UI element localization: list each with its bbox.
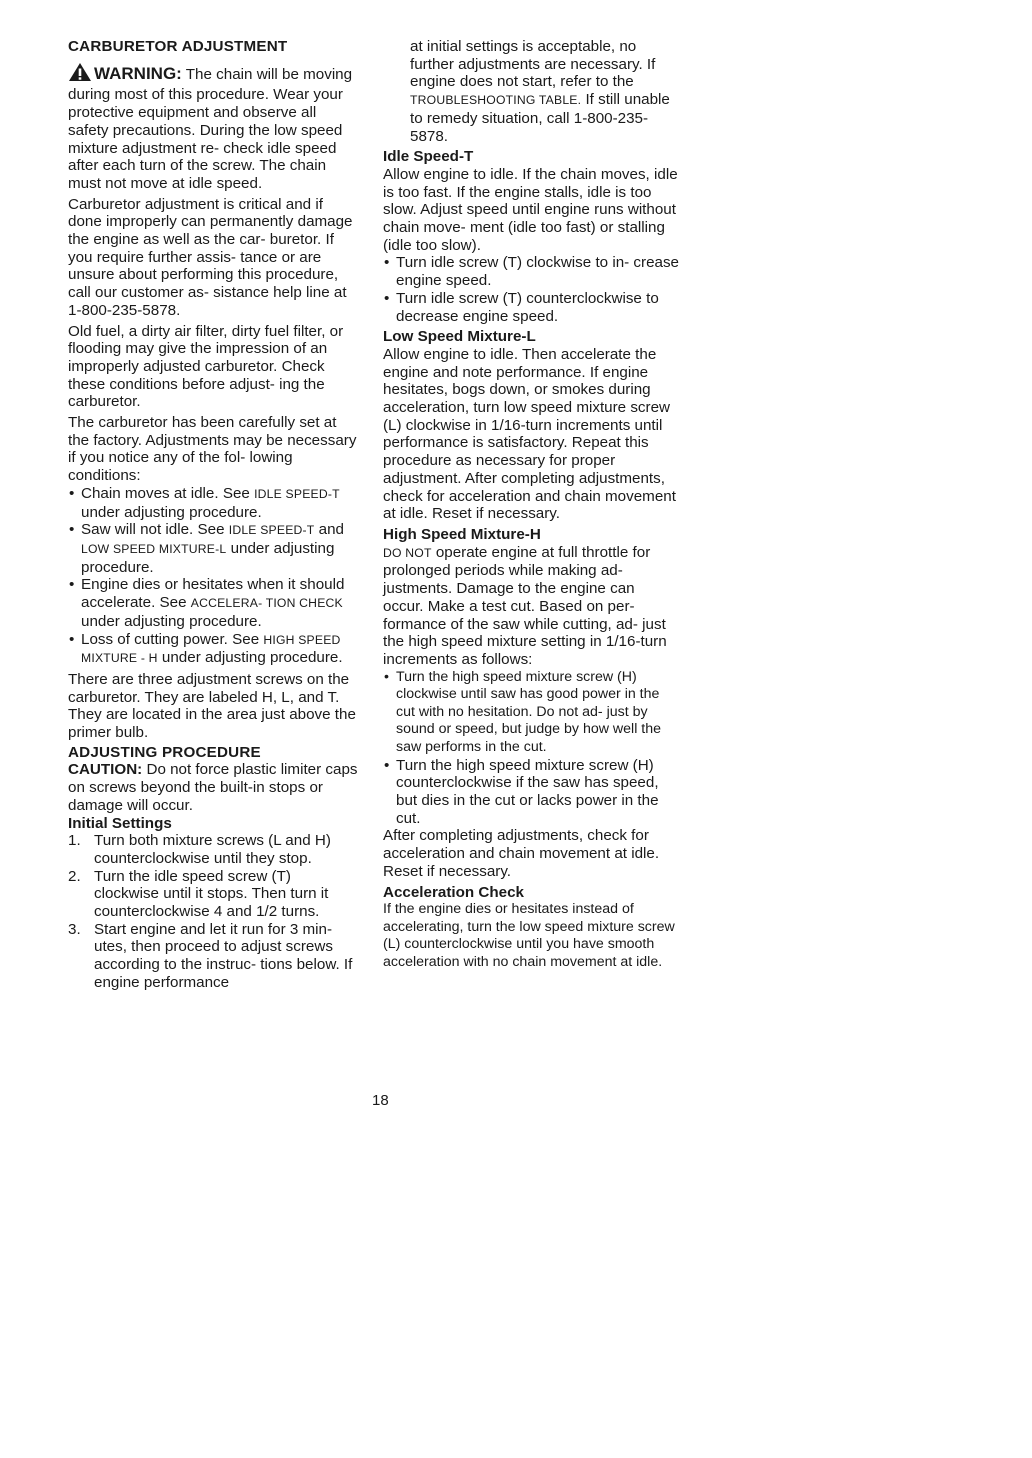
list-item: • Turn the high speed mixture screw (H) clockwise until saw has good power in the cut with no hesitation. Do not ad- just by sound or speed, but judge by how well the saw performs in the cut. [383, 669, 679, 757]
acceleration-check-heading: Acceleration Check [383, 883, 524, 901]
old-fuel-paragraph: Old fuel, a dirty air filter, dirty fuel filter, or flooding may give the impression of an improperly adjusted carburetor. Check these conditions before adjust- ing the carburetor. [68, 322, 344, 411]
acceleration-check-paragraph: If the engine dies or hesitates instead of accelerating, turn the low speed mixture screw (L) counterclockwise until you have smooth acceleration with no chain movement at idle. [383, 901, 675, 970]
idle-bullets [383, 254, 679, 325]
left-column [68, 38, 360, 992]
high-bullets [383, 669, 679, 828]
caution-text: Do not force plastic limiter caps on screws beyond the built-in stops or damage will occur. [68, 761, 358, 814]
idle-speed-heading: Idle Speed-T [383, 148, 474, 166]
low-speed-paragraph: Allow engine to idle. Then accelerate the engine and note performance. If engine hesitates, bogs down, or smokes during acceleration, turn low speed mixture screw (L) clockwise in 1/16-turn increments until performance is satisfactory. Repeat this procedure as necessary for proper adjustment. After completing adjustments, check for acceleration and chain movement at idle. Reset if necessary. [383, 345, 676, 523]
initial-settings-heading: Initial Settings [68, 814, 172, 832]
critical-paragraph: Carburetor adjustment is critical and if done improperly can permanently damage the engine as well as the car- buretor. If you require further assis- tance or are unsure about performing this procedure, call our customer as- sistance help line at 1-800-235-5878. [68, 195, 353, 319]
adjusting-procedure-heading: ADJUSTING PROCEDURE [68, 743, 261, 761]
warning-paragraph [68, 62, 360, 193]
low-speed-heading: Low Speed Mixture-L [383, 328, 536, 346]
list-item: 3. Start engine and let it run for 3 min- utes, then proceed to adjust screws according to the instruc- tions below. If engine performance [68, 920, 353, 991]
list-item: • Chain moves at idle. See IDLE SPEED-T under adjusting procedure. [68, 485, 360, 521]
warning-label: WARNING: [94, 63, 182, 83]
list-item: • Engine dies or hesitates when it should accelerate. See ACCELERA- TION CHECK under adjusting procedure. [68, 576, 360, 630]
idle-speed-paragraph: Allow engine to idle. If the chain moves, idle is too fast. If the engine stalls, idle is too slow. Adjust speed until engine runs without chain move- ment (idle too fast) or stalling (idle too slow). [383, 165, 678, 254]
right-column [383, 38, 679, 975]
initial-steps-list [68, 832, 360, 991]
caution-label: CAUTION: [68, 761, 143, 779]
high-speed-heading: High Speed Mixture-H [383, 525, 541, 543]
warning-triangle-icon [68, 62, 92, 87]
continuation-paragraph: at initial settings is acceptable, no further adjustments are necessary. If engine does not start, refer to the TROUBLESHOOTING TABLE. If still unable to remedy situation, call 1-800-235-5878. [410, 38, 670, 145]
list-item: • Saw will not idle. See IDLE SPEED-T and LOW SPEED MIXTURE-L under adjusting procedure. [68, 521, 360, 576]
high-after-paragraph: After completing adjustments, check for acceleration and chain movement at idle. Reset if necessary. [383, 827, 660, 880]
list-item: 2. Turn the idle speed screw (T) clockwise until it stops. Then turn it counterclockwise 4 and 1/2 turns. [68, 867, 329, 921]
warning-text: The chain will be moving during most of this procedure. Wear your protective equipment and observe all safety precautions. During the low speed mixture adjustment re- check idle speed after each turn of the screw. The chain must not move at idle speed. [68, 65, 353, 192]
list-item: • Loss of cutting power. See HIGH SPEED MIXTURE - H under adjusting procedure. [68, 631, 360, 668]
factory-paragraph: The carburetor has been carefully set at the factory. Adjustments may be necessary if you notice any of the fol- lowing conditions: [68, 414, 357, 485]
page-number: 18 [372, 1092, 389, 1109]
high-speed-paragraph: DO NOT operate engine at full throttle for prolonged periods while making ad- justments. Damage to the engine can occur. Make a test cut. Based on per- formance of the saw while cutting, ad- just the high speed mixture setting in 1/16-turn increments as follows: [383, 543, 667, 668]
list-item: • Turn the high speed mixture screw (H) counterclockwise if the saw has speed, but dies in the cut or lacks power in the cut. [383, 757, 679, 828]
screws-paragraph: There are three adjustment screws on the carburetor. They are labeled H, L, and T. They are located in the area just above the primer bulb. [68, 670, 356, 742]
list-item: • Turn idle screw (T) counterclockwise to decrease engine speed. [383, 290, 679, 325]
list-item: 1. Turn both mixture screws (L and H) counterclockwise until they stop. [68, 832, 331, 867]
conditions-list [68, 485, 360, 668]
caution-paragraph [68, 761, 360, 814]
section-title: CARBURETOR ADJUSTMENT [68, 38, 288, 55]
list-item: • Turn idle screw (T) clockwise to in- crease engine speed. [383, 254, 679, 289]
